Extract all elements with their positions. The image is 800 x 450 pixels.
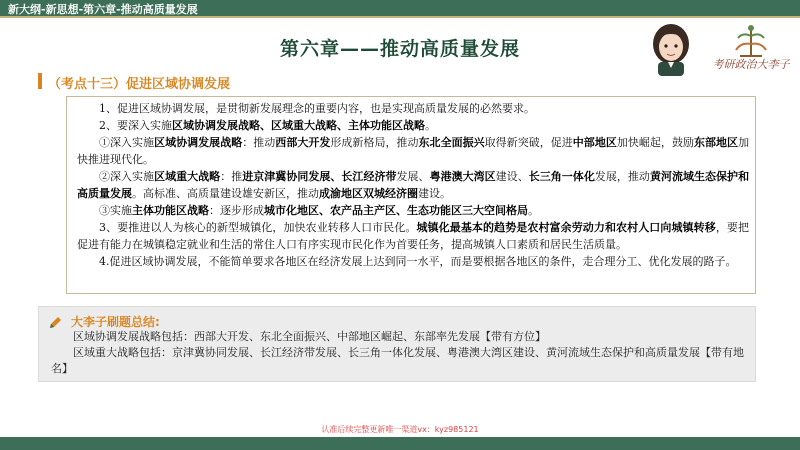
course-path: 新大纲-新思想-第六章-推动高质量发展 [8, 3, 198, 16]
top-rule [0, 16, 800, 18]
bottom-bar [0, 437, 800, 450]
chapter-title: 第六章——推动高质量发展 [279, 38, 520, 60]
summary-line-1: 区域协调发展战略包括：西部大开发、东北全面振兴、中部地区崛起、东部率先发展【带有方位】 [73, 330, 546, 343]
paragraph-1: 1、促进区域协调发展，是贯彻新发展理念的重要内容，也是实现高质量发展的必然要求。 [99, 102, 535, 115]
content-body [77, 100, 749, 270]
brand-logo [710, 22, 792, 74]
section-accent-bar [38, 73, 42, 89]
content-box [66, 96, 756, 294]
top-bar [0, 0, 800, 16]
paragraph-4: ②深入实施区域重大战略：推进京津冀协同发展、长江经济带发展、粤港澳大湾区建设、长三角一体化发展，推动黄河流域生态保护和高质量发展。高标准、高质量建设雄安新区，推动成渝地区双城经济圈建设。 [77, 170, 750, 200]
summary-line-2: 区域重大战略包括：京津冀协同发展、长江经济带发展、长三角一体化发展、粤港澳大湾区建设、黄河流域生态保护和高质量发展【带有地名】 [51, 346, 744, 375]
watermark: 认准后续完整更新唯一渠道vx：kyz985121 [321, 425, 479, 434]
summary-title: 大李子刷题总结: [71, 315, 160, 329]
paragraph-6: 3、要推进以人为核心的新型城镇化，加快农业转移人口市民化。城镇化最基本的趋势是农村富余劳动力和农村人口向城镇转移，要把促进有能力在城镇稳定就业和生活的常住人口有序实现市民化作为首要任务，提高城镇人口素质和居民生活质量。 [77, 221, 750, 251]
paragraph-2: 2、要深入实施区域协调发展战略、区域重大战略、主体功能区战略。 [99, 119, 436, 132]
paragraph-7: 4.促进区域协调发展，不能简单要求各地区在经济发展上达到同一水平，而是要根据各地区的条件，走合理分工、优化发展的路子。 [99, 255, 737, 268]
brand-text: 考研政治大李子 [712, 58, 790, 71]
avatar [646, 20, 696, 76]
summary-box [38, 306, 756, 382]
paragraph-3: ①深入实施区域协调发展战略：推动西部大开发形成新格局，推动东北全面振兴取得新突破，促进中部地区加快崛起，鼓励东部地区加快推进现代化。 [77, 136, 750, 166]
paragraph-5: ③实施主体功能区战略：逐步形成城市化地区、农产品主产区、生态功能区三大空间格局。 [99, 204, 539, 217]
section-heading: （考点十三）促进区域协调发展 [48, 77, 231, 92]
summary-text [51, 329, 747, 377]
